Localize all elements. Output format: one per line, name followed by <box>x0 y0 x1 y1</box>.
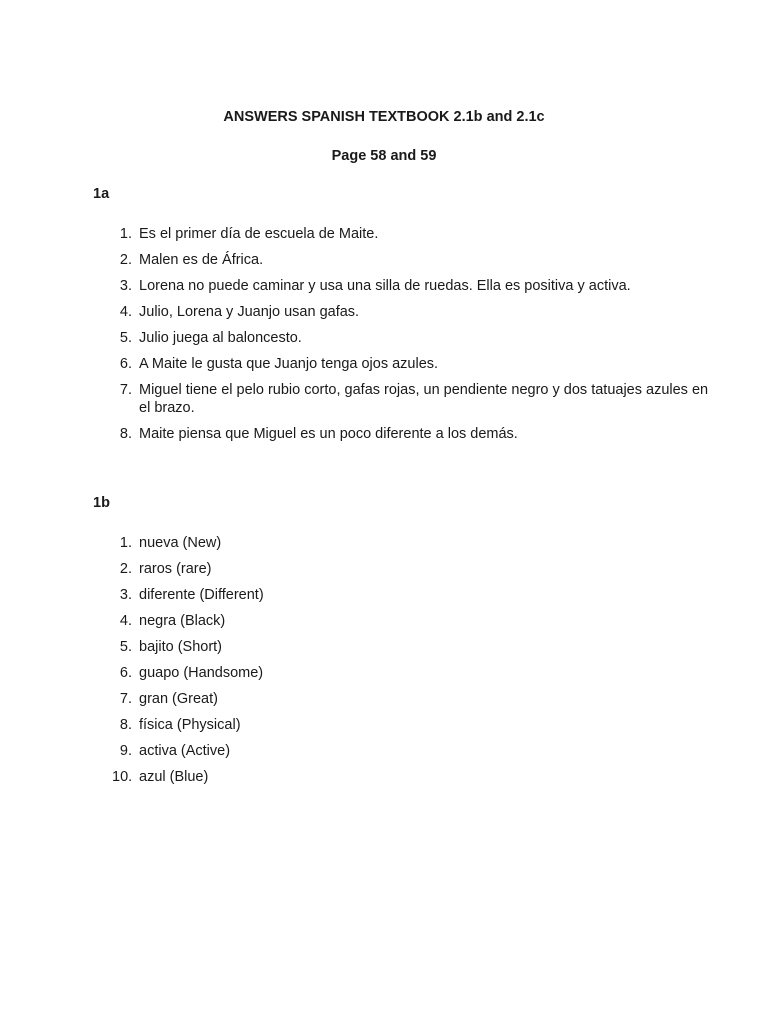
item-text: Malen es de África. <box>139 252 264 268</box>
item-text: nueva (New) <box>139 535 222 551</box>
item-text: Julio, Lorena y Juanjo usan gafas. <box>139 304 360 320</box>
section-heading-1b: 1b <box>93 495 110 511</box>
list-item <box>112 303 712 321</box>
list-item <box>112 381 712 417</box>
section-heading-1a: 1a <box>93 186 110 202</box>
list-item <box>112 586 712 604</box>
item-number: 8. <box>119 426 132 442</box>
item-text: Lorena no puede caminar y usa una silla de ruedas. Ella es positiva y activa. <box>139 278 631 294</box>
item-text: diferente (Different) <box>139 587 264 603</box>
list-item <box>112 225 712 243</box>
item-number: 10. <box>112 769 133 785</box>
item-number: 5. <box>119 330 132 346</box>
item-text: Julio juega al baloncesto. <box>139 330 302 346</box>
item-text: bajito (Short) <box>139 639 223 655</box>
page-title: ANSWERS SPANISH TEXTBOOK 2.1b and 2.1c <box>223 109 545 125</box>
item-number: 2. <box>119 252 132 268</box>
item-number: 4. <box>119 304 132 320</box>
list-item <box>112 742 712 760</box>
list-item <box>112 690 712 708</box>
list-item <box>112 716 712 734</box>
list-item <box>112 638 712 656</box>
item-number: 1. <box>119 535 132 551</box>
list-item <box>112 664 712 682</box>
item-number: 5. <box>119 639 132 655</box>
item-number: 8. <box>119 717 132 733</box>
list-item <box>112 768 712 786</box>
item-number: 7. <box>119 691 132 707</box>
list-item <box>112 355 712 373</box>
item-number: 6. <box>119 356 132 372</box>
item-number: 7. <box>119 382 132 398</box>
item-text: azul (Blue) <box>139 769 209 785</box>
item-number: 6. <box>119 665 132 681</box>
list-item <box>112 560 712 578</box>
item-text: gran (Great) <box>139 691 218 707</box>
list-item <box>112 534 712 552</box>
item-text: Miguel tiene el pelo rubio corto, gafas rojas, un pendiente negro y dos tatuajes azules en el brazo. <box>139 382 709 416</box>
item-number: 4. <box>119 613 132 629</box>
item-text: A Maite le gusta que Juanjo tenga ojos azules. <box>139 356 439 372</box>
item-text: guapo (Handsome) <box>139 665 264 681</box>
item-number: 9. <box>119 743 132 759</box>
item-number: 1. <box>119 226 132 242</box>
list-item <box>112 329 712 347</box>
item-text: raros (rare) <box>139 561 212 577</box>
item-number: 3. <box>119 278 132 294</box>
item-text: física (Physical) <box>139 717 241 733</box>
item-number: 2. <box>119 561 132 577</box>
answer-list-1a <box>112 225 712 451</box>
item-text: negra (Black) <box>139 613 226 629</box>
list-item <box>112 277 712 295</box>
page-subtitle: Page 58 and 59 <box>331 148 437 164</box>
item-text: Maite piensa que Miguel es un poco diferente a los demás. <box>139 426 518 442</box>
item-number: 3. <box>119 587 132 603</box>
item-text: Es el primer día de escuela de Maite. <box>139 226 379 242</box>
item-text: activa (Active) <box>139 743 231 759</box>
list-item <box>112 425 712 443</box>
answer-list-1b <box>112 534 712 794</box>
list-item <box>112 251 712 269</box>
list-item <box>112 612 712 630</box>
